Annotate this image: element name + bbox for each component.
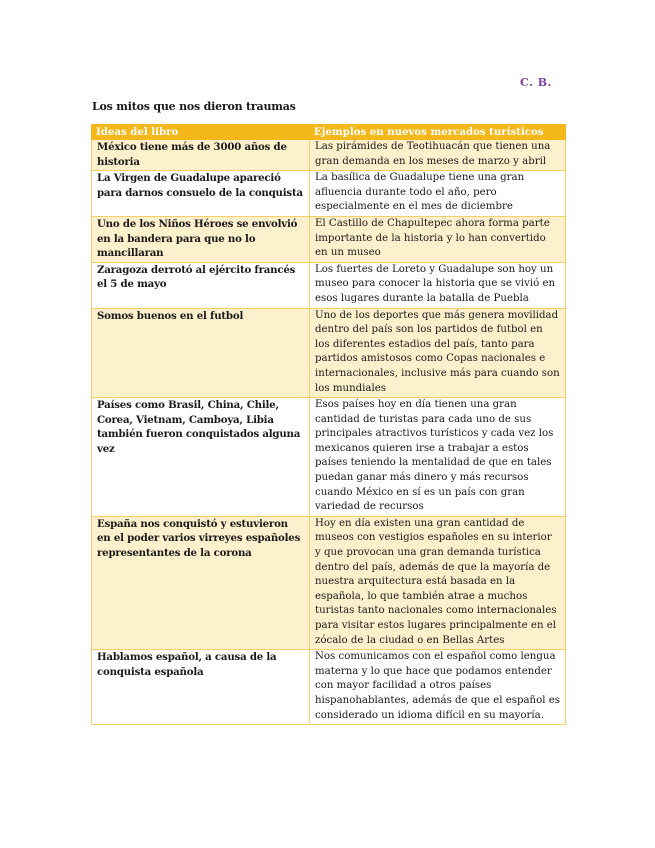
example-cell: Nos comunicamos con el español como lengua materna y lo que hace que podamos entender con mayor facilidad a otros países hispanohablantes, además de que el español es considerado un idioma difícil en su mayoría. [310, 650, 566, 725]
example-cell: Uno de los deportes que más genera movilidad dentro del país son los partidos de futbol en los diferentes estadios del país, tanto para partidos amistosos como Copas nacionales e internacionales, inclusive más para cuando son los mundiales [310, 308, 566, 398]
author-initials: C. B. [520, 76, 552, 89]
idea-cell: México tiene más de 3000 años de historia [92, 140, 310, 171]
example-cell: Los fuertes de Loreto y Guadalupe son hoy un museo para conocer la historia que se vivió en esos lugares durante la batalla de Puebla [310, 262, 566, 308]
table-header-row [92, 125, 566, 140]
table-row [92, 308, 566, 398]
example-cell: La basílica de Guadalupe tiene una gran afluencia durante todo el año, pero especialmente en el mes de diciembre [310, 171, 566, 217]
example-cell: Esos países hoy en día tienen una gran cantidad de turistas para cada uno de sus principales atractivos turísticos y cada vez los mexicanos quieren irse a trabajar a estos países teniendo la mentalidad de que en tales puedan ganar más dinero y más recursos cuando México en sí es un país con gran variedad de recursos [310, 398, 566, 517]
table-row [92, 262, 566, 308]
column-header-ideas: Ideas del libro [92, 125, 310, 140]
myths-table [91, 124, 566, 725]
idea-cell: Países como Brasil, China, Chile, Corea, Vietnam, Camboya, Libia también fueron conquistados alguna vez [92, 398, 310, 517]
idea-cell: La Virgen de Guadalupe apareció para darnos consuelo de la conquista [92, 171, 310, 217]
table-row [92, 650, 566, 725]
table-row [92, 140, 566, 171]
table-row [92, 516, 566, 649]
idea-cell: España nos conquistó y estuvieron en el poder varios virreyes españoles representantes de la corona [92, 516, 310, 649]
column-header-examples: Ejemplos en nuevos mercados turísticos [310, 125, 566, 140]
idea-cell: Uno de los Niños Héroes se envolvió en la bandera para que no lo mancillaran [92, 216, 310, 262]
example-cell: Las pirámides de Teotihuacán que tienen una gran demanda en los meses de marzo y abril [310, 140, 566, 171]
table-row [92, 398, 566, 517]
example-cell: Hoy en día existen una gran cantidad de museos con vestigios españoles en su interior y que provocan una gran demanda turística dentro del país, además de que la mayoría de nuestra arquitectura está basada en la española, lo que también atrae a muchos turistas tanto nacionales como internacionales para visitar estos lugares principalmente en el zócalo de la ciudad o en Bellas Artes [310, 516, 566, 649]
idea-cell: Somos buenos en el futbol [92, 308, 310, 398]
table-row [92, 171, 566, 217]
table-row [92, 216, 566, 262]
idea-cell: Zaragoza derrotó al ejército francés el 5 de mayo [92, 262, 310, 308]
idea-cell: Hablamos español, a causa de la conquista española [92, 650, 310, 725]
document-title: Los mitos que nos dieron traumas [92, 100, 296, 113]
example-cell: El Castillo de Chapultepec ahora forma parte importante de la historia y lo han convertido en un museo [310, 216, 566, 262]
